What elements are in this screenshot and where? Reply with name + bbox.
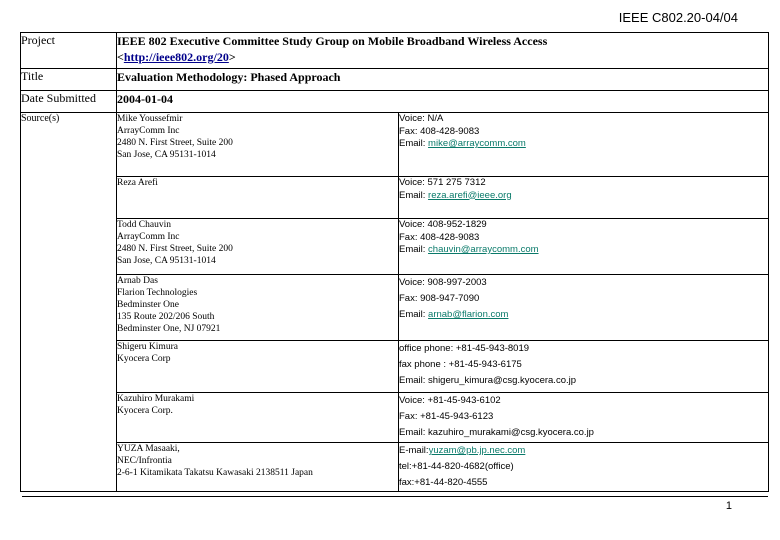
- source-row: [21, 341, 769, 393]
- source-contact: office phone: +81-45-943-8019 fax phone : +81-45-943-6175 Email: shigeru_kimura@csg.kyocera.co.jp: [399, 341, 769, 393]
- source-contact: Voice: 908-997-2003 Fax: 908-947-7090 Email: arnab@flarion.com: [399, 275, 769, 341]
- project-label: Project: [21, 33, 117, 69]
- source-contact: Voice: 571 275 7312 Email: reza.arefi@ieee.org: [399, 177, 769, 219]
- email-link[interactable]: chauvin@arraycomm.com: [428, 244, 539, 255]
- source-address: Arnab Das Flarion Technologies Bedminster One 135 Route 202/206 South Bedminster One, NJ 07921: [117, 275, 399, 341]
- source-address: Todd Chauvin ArrayComm Inc 2480 N. First Street, Suite 200 San Jose, CA 95131-1014: [117, 219, 399, 275]
- document-number: IEEE C802.20-04/04: [618, 10, 738, 25]
- source-row: [21, 275, 769, 341]
- project-url-line: <http://ieee802.org/20>: [117, 50, 236, 64]
- source-row: [21, 443, 769, 492]
- source-address: Reza Arefi: [117, 177, 399, 219]
- date-value: 2004-01-04: [117, 91, 769, 113]
- email-link[interactable]: yuzam@pb.jp.nec.com: [428, 445, 526, 456]
- source-row: [21, 113, 769, 177]
- title-value: Evaluation Methodology: Phased Approach: [117, 69, 769, 91]
- project-row: [21, 33, 769, 69]
- source-address: Kazuhiro Murakami Kyocera Corp.: [117, 393, 399, 443]
- project-url-link[interactable]: http://ieee802.org/20: [123, 50, 229, 64]
- email-link[interactable]: mike@arraycomm.com: [428, 138, 526, 149]
- source-row: [21, 393, 769, 443]
- source-address: Mike Youssefmir ArrayComm Inc 2480 N. First Street, Suite 200 San Jose, CA 95131-1014: [117, 113, 399, 177]
- source-row: [21, 177, 769, 219]
- email-link[interactable]: reza.arefi@ieee.org: [428, 189, 512, 201]
- footer-rule: [22, 496, 768, 497]
- source-row: [21, 219, 769, 275]
- cover-table: [20, 32, 769, 492]
- date-label: Date Submitted: [21, 91, 117, 113]
- source-address: YUZA Masaaki, NEC/Infrontia 2-6-1 Kitamikata Takatsu Kawasaki 2138511 Japan: [117, 443, 399, 492]
- source-contact: E-mail:yuzam@pb.jp.nec.com tel:+81-44-820-4682(office) fax:+81-44-820-4555: [399, 443, 769, 492]
- page-number: 1: [725, 500, 732, 512]
- date-row: [21, 91, 769, 113]
- source-address: Shigeru Kimura Kyocera Corp: [117, 341, 399, 393]
- project-value: [117, 33, 769, 69]
- title-label: Title: [21, 69, 117, 91]
- sources-label: Source(s): [21, 113, 117, 492]
- title-row: [21, 69, 769, 91]
- project-name: IEEE 802 Executive Committee Study Group on Mobile Broadband Wireless Access: [117, 34, 548, 48]
- email-link[interactable]: arnab@flarion.com: [428, 309, 509, 320]
- source-contact: Voice: +81-45-943-6102 Fax: +81-45-943-6123 Email: kazuhiro_murakami@csg.kyocera.co.jp: [399, 393, 769, 443]
- source-contact: Voice: 408-952-1829 Fax: 408-428-9083 Email: chauvin@arraycomm.com: [399, 219, 769, 275]
- source-contact: Voice: N/A Fax: 408-428-9083 Email: mike@arraycomm.com: [399, 113, 769, 177]
